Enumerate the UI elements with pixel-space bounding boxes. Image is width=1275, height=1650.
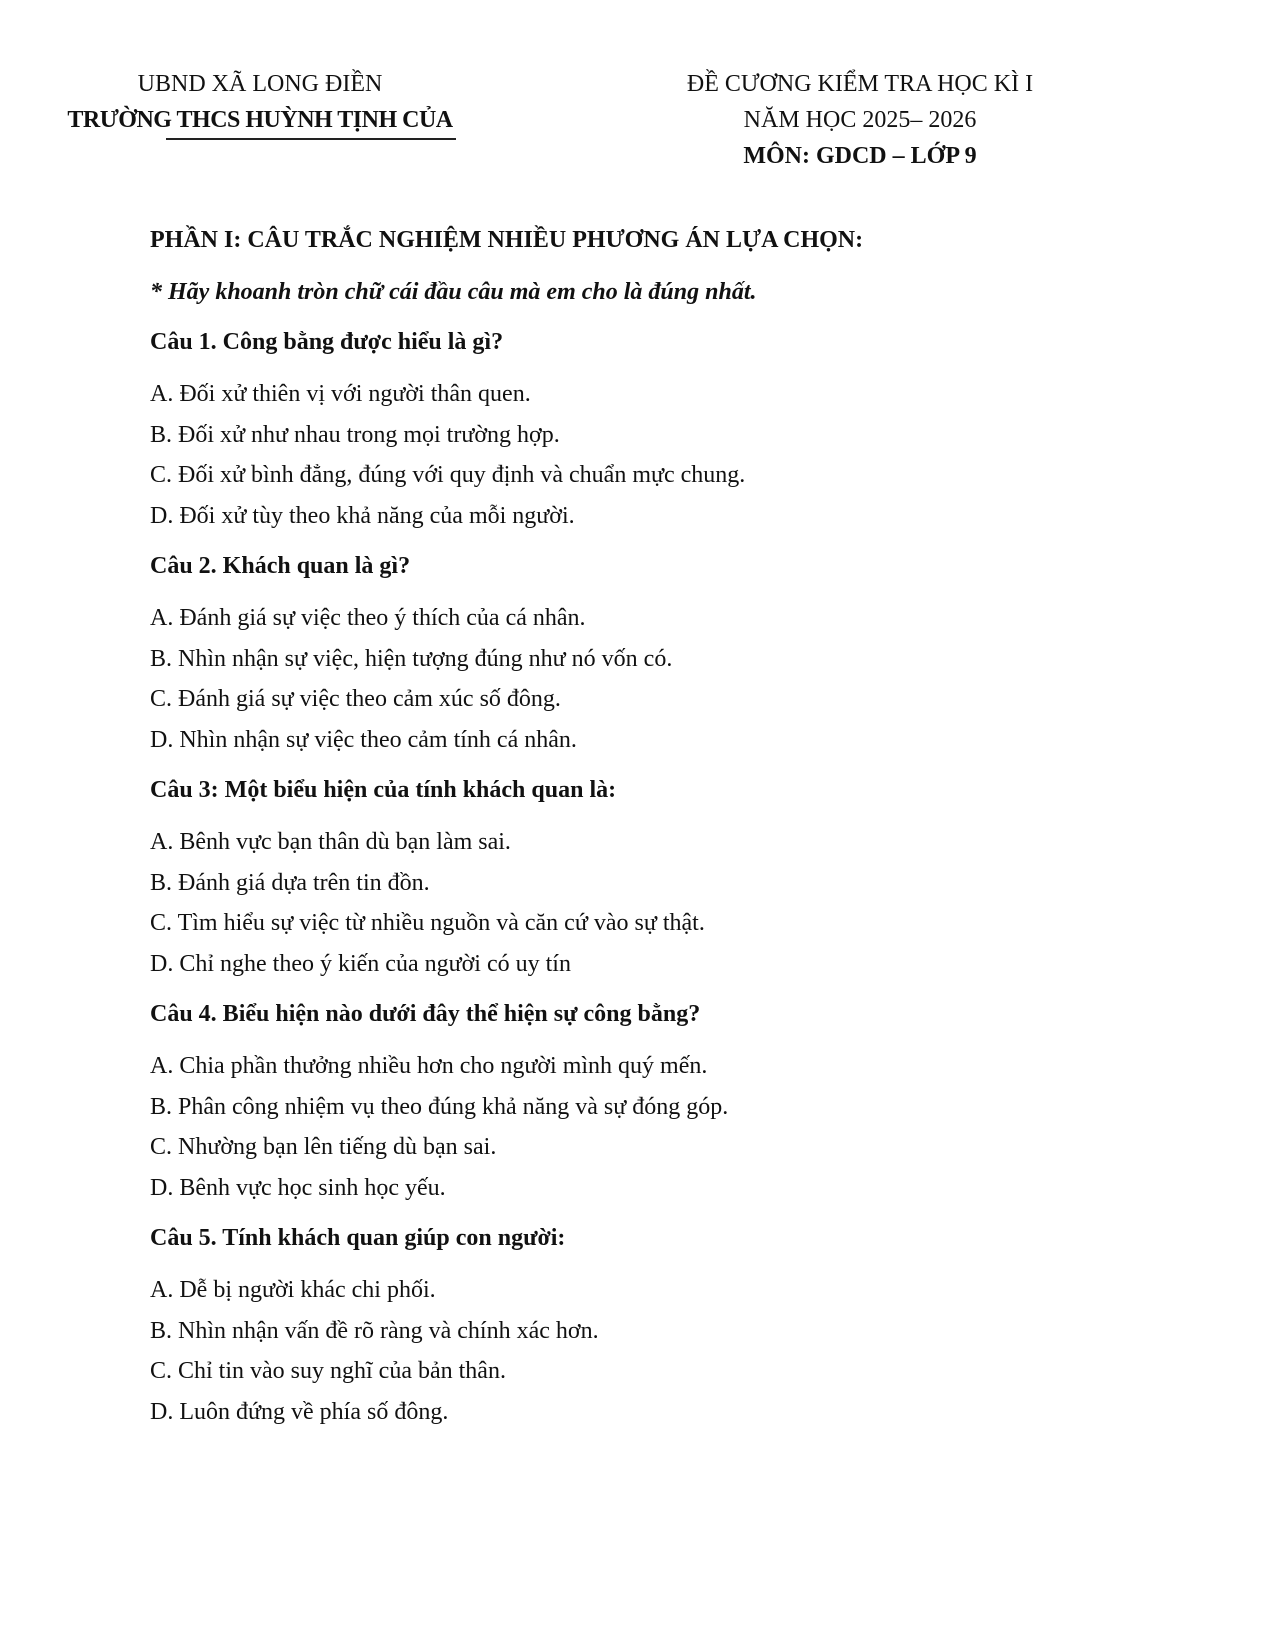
- header-right: [640, 66, 1080, 174]
- answer-option-d: D. Nhìn nhận sự việc theo cảm tính cá nhân.: [150, 726, 577, 753]
- answer-option-d: D. Đối xử tùy theo khả năng của mỗi người.: [150, 502, 575, 529]
- school-name: TRƯỜNG THCS HUỲNH TỊNH CỦA: [67, 107, 453, 133]
- answer-option-a: A. Dễ bị người khác chi phối.: [150, 1277, 436, 1303]
- question-title: Câu 5. Tính khách quan giúp con người:: [150, 1225, 566, 1251]
- answer-option-c: C. Chỉ tin vào suy nghĩ của bản thân.: [150, 1358, 506, 1384]
- answer-option-b: B. Phân công nhiệm vụ theo đúng khả năng và sự đóng góp.: [150, 1093, 729, 1120]
- question-1: [150, 324, 1210, 536]
- header-left: [50, 66, 470, 138]
- answer-option-d: D. Bênh vực học sinh học yếu.: [150, 1174, 446, 1201]
- authority-name: UBND XÃ LONG ĐIỀN: [137, 71, 383, 97]
- question-title: Câu 4. Biểu hiện nào dưới đây thể hiện sự công bằng?: [150, 1001, 701, 1027]
- answer-option-a: A. Chia phần thưởng nhiều hơn cho người mình quý mến.: [150, 1053, 708, 1079]
- question-2: [150, 548, 1210, 760]
- question-5: [150, 1220, 1210, 1432]
- answer-option-a: A. Đánh giá sự việc theo ý thích của cá nhân.: [150, 605, 586, 631]
- answer-option-b: B. Đối xử như nhau trong mọi trường hợp.: [150, 421, 560, 448]
- document-title: ĐỀ CƯƠNG KIỂM TRA HỌC KÌ I: [686, 71, 1034, 97]
- answer-option-c: C. Nhường bạn lên tiếng dù bạn sai.: [150, 1134, 497, 1160]
- answer-option-d: D. Chỉ nghe theo ý kiến của người có uy tín: [150, 950, 571, 977]
- answer-option-b: B. Nhìn nhận sự việc, hiện tượng đúng như nó vốn có.: [150, 645, 673, 672]
- answer-option-a: A. Bênh vực bạn thân dù bạn làm sai.: [150, 829, 511, 855]
- question-title: Câu 3: Một biểu hiện của tính khách quan là:: [150, 777, 617, 803]
- question-4: [150, 996, 1210, 1208]
- school-year: NĂM HỌC 2025– 2026: [743, 107, 977, 133]
- section-instruction: * Hãy khoanh tròn chữ cái đầu câu mà em cho là đúng nhất.: [150, 279, 757, 305]
- answer-option-b: B. Đánh giá dựa trên tin đồn.: [150, 869, 430, 896]
- answer-option-c: C. Đánh giá sự việc theo cảm xúc số đông.: [150, 686, 561, 712]
- header-underline: [166, 138, 456, 140]
- section-title: PHẦN I: CÂU TRẮC NGHIỆM NHIỀU PHƯƠNG ÁN LỰA CHỌN:: [150, 227, 864, 253]
- question-title: Câu 1. Công bằng được hiểu là gì?: [150, 329, 504, 355]
- answer-option-d: D. Luôn đứng về phía số đông.: [150, 1398, 449, 1425]
- answer-option-a: A. Đối xử thiên vị với người thân quen.: [150, 381, 531, 407]
- question-3: [150, 772, 1210, 984]
- question-title: Câu 2. Khách quan là gì?: [150, 553, 411, 579]
- answer-option-c: C. Tìm hiểu sự việc từ nhiều nguồn và căn cứ vào sự thật.: [150, 910, 705, 936]
- subject-line: MÔN: GDCD – LỚP 9: [743, 143, 977, 169]
- answer-option-b: B. Nhìn nhận vấn đề rõ ràng và chính xác hơn.: [150, 1317, 599, 1344]
- answer-option-c: C. Đối xử bình đẳng, đúng với quy định và chuẩn mực chung.: [150, 462, 746, 488]
- document-body: [150, 222, 1210, 1444]
